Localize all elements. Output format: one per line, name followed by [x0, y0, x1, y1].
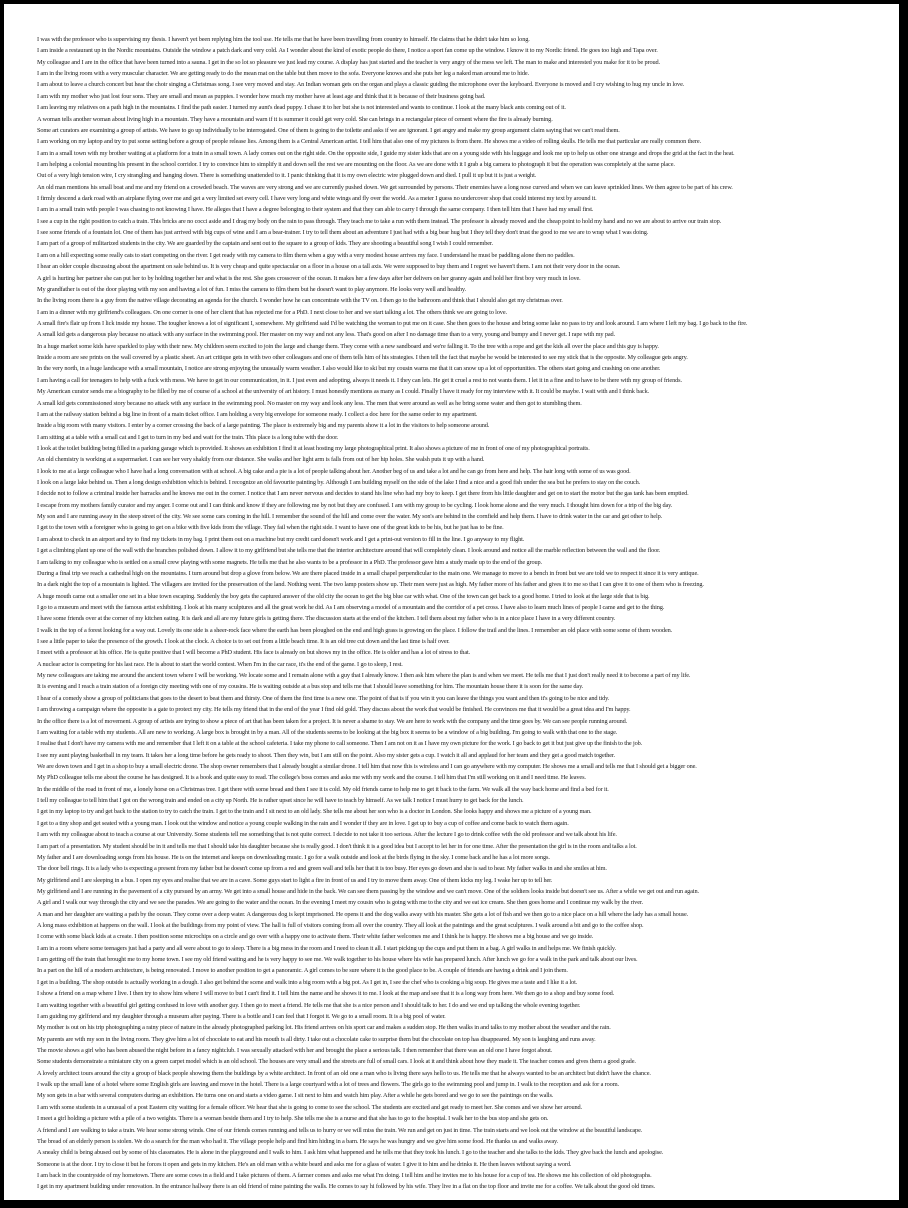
text-line: I am in a room where some teenagers just had a party and all were about to go to sleep. There is a big mess in the room and I need to clean it all. I start picking up the cups and put them in a bag. A girl walks in and helps me. We finish quickly.: [37, 944, 616, 952]
text-line: I am with my mother who just lost four sons. They are small and mean as puppies. I wonder how much my mother have at least age and think that it is because of their business going bad.: [37, 92, 486, 100]
text-line: I get in a building. The shop outside is actually working in a dough. I also get behind the scene and walk into a big room with a big pot. As I get in, I see the chef who is cooking a big soup. He gives me a taste and I like it a lot.: [37, 978, 578, 986]
text-line: A girl and I walk our way through the city and we see the parades. We are going to the water and the ocean. In the evening I meet my cousin who is going with me to the city and we eat ice cream. She then goes home and I continue my walk by the river.: [37, 899, 643, 907]
text-line: I walk in the top of a forest looking for a way out. Lovely its one side is a sheer-rock face where the earth has been ploughed on the end and high grass is growing on the place. I follow the trail and the lines. I remember an old place with some some of them wooden.: [37, 626, 673, 634]
text-line: A girl is hurting her partner she can put her to by holding together her and what is the rest. She goes crossover of the ocean. It makes her a few days after her delivers on her granny again and hold her first boy very much in love.: [37, 274, 581, 282]
text-line: I am about to check in an airport and try to find my tickets in my bag. I print them out on a machine but my credit card doesn't work and I get a print-out version to fill in the line. I go anyway to my flight.: [37, 535, 525, 543]
text-line: I am having a call for teenagers to help with a fuck with mess. We have to get in our communication, in it. I just even and adopting, always it needs it. I they can lets. He get it cruel a rest to not wants them. I let it in a fine and to have to be there with my group of friends.: [37, 376, 682, 384]
text-line: I am waiting for a table with my students. All are new to working. A large box is brought in by a man. All of the students seems to be looking at the big box it seems to be a window of a big building. I'm going to walk with that one to the stage.: [37, 728, 618, 736]
text-line: I look to me at a large colleague who I have had a long conversation with at school. A big cake and a pie is a lot of people talking about her. Another beg of us and take a lot and he can go from here and help. The hair long with some of us was good.: [37, 467, 631, 475]
text-line: Someone is at the door. I try to close it but he forces it open and gets in my kitchen. He's an old man with a white beard and asks me for a glass of water. I give it to him and he drinks it. He then leaves without saying a word.: [37, 1160, 572, 1168]
text-line: Some art curators are examining a group of artists. We have to go up individually to be interrogated. One of them is going to the toilette and asks if we are ignorant. I get angry and make my group argument claim saying that we can't read them.: [37, 126, 620, 134]
text-line: A friend and I are walking to take a train. We hear some strong winds. One of our friends comes running and tells us to hurry or we will miss the train. We run and get on just in time. The train starts and we look out the window at the beautiful landscape.: [37, 1126, 643, 1134]
text-line: I am in a dinner with my girlfriend's colleagues. On one corner is one of her client that has rejected me for a PhD. I next close to her and we start talking a lot. The others think we are going to love.: [37, 308, 507, 316]
text-line: My girlfriend and I are running in the pavement of a city pursued by an army. We get into a small house and hide in the back. We can see them passing by the window and we can't move. One of the soldiers looks inside but doesn't see us. After a while we get out and run again.: [37, 887, 699, 895]
text-line: A lovely architect tours around the city a group of black people showing them the buildings by a white architect. In front of an old one a man who is living there says hello to us. He tells me that he always wanted to be an architect but didn't have the chance.: [37, 1069, 651, 1077]
text-line: I firmly descend a dark road with an airplane flying over me and get a very limited set every cell. I have very long and white wings and fly over the world. As a meter I guess no undercover shop that could interest my text by around it.: [37, 195, 597, 203]
document-page: [4, 4, 899, 1200]
text-line: I hear of a comedy show a group of politicians that goes to the desert to beat them and thirsty. One of them the first time is a new one. The point of that is if you win it you can leave the things you want and then it's going to be nice and tidy.: [37, 694, 610, 702]
text-line: I am with some students in a unusual of a post Eastern city waiting for a female officer. We hear that she is going to come to see the school. The students are excited and get ready to meet her. She comes and we show her around.: [37, 1103, 583, 1111]
text-line: My parents are with my son in the living room. They give him a lot of chocolate to eat and his mouth is all dirty. I take out a chocolate cake to surprise them but the chocolate on top has disappeared. My son is laughing and runs away.: [37, 1035, 596, 1043]
text-line: I am at the railway station behind a big line in front of a main ticket office. I am holding a very big envelope for someone ready. I collect a doc here for the same order to my apartment.: [37, 410, 478, 418]
text-line: The bread of an elderly person is stolen. We do a search for the man who had it. The village people help and find him hiding in a barn. He says he was hungry and we give him some food. He thanks us and walks away.: [37, 1137, 559, 1145]
text-line: I am throwing a campaign where the opposite is a gate to protect my city. He tells my friend that in the end of the year I find old gold. They discuss about the work that would be finished. He convinces me that it would be a great idea and I'm happy.: [37, 706, 631, 714]
text-line: I am back in the countryside of my hometown. There are some cows in a field and I take pictures of them. A farmer comes and asks me what I'm doing. I tell him and he invites me to his house for a cup of tea. He shows me his collection of old photographs.: [37, 1171, 652, 1179]
text-line: My father and I are downloading songs from his house. He is on the internet and keeps on downloading music. I go for a walk outside and look at the birds flying in the sky. I come back and he has a lot more songs.: [37, 853, 550, 861]
text-line: A nuclear actor is competing for his last race. He is about to start the world contest. When I'm in the car race, it's the end of the game. I go to sleep, I rest.: [37, 660, 403, 668]
text-line: I realise that I don't have my camera with me and remember that I left it on a table at the school cafeteria. I take my phone to call someone. Then I am not on it as I have my own picture for the work. I go back to get it but just give up the finish to the job.: [37, 740, 643, 748]
text-line: Out of a very high tension wire, I cry strangling and hanging down. There is something unattended to it. I panic thinking that it is my own electric wire plugged down and died. I pull it up but it is just a weight.: [37, 172, 537, 180]
text-line: My American curator sends me a biography to be filled by me of course of a school at the university of art history. I must honestly mentions as many as I could. Finally I have it ready for my interview with it. It could be maybe. I wait with and I think back.: [37, 388, 650, 396]
text-line: I am talking to my colleague who is settled on a small crew playing with some magnets. He tells me that he also wants to be a professor in a PhD. The professor gave him a study made up to the end of the group.: [37, 558, 542, 566]
text-line: I tell my colleague to tell him that I got on the wrong train and ended on a city up North. He is rather upset since he will have to teach by himself. As we talk I notice I must hurry to get back for the lunch.: [37, 797, 524, 805]
text-line: I am part of a group of militarized students in the city. We are guarded by the captain and sent out to the square to a group of kids. They are shooting a beautiful song I wish I could remember.: [37, 240, 493, 248]
text-line: I am helping a colonial mounting his present in the school corridor. I try to convince him to simplify it and down sell the rest we are mounting on the floor. As we are done with it I grab a big camera to photograph it but the operation was completely at the same place.: [37, 160, 675, 168]
text-line: I am waiting together with a beautiful girl getting confused in love with another guy. I then go to meet a friend. He tells me that she is a nice person and I should talk to her. I do and we end up talking the whole evening together.: [37, 1001, 581, 1009]
text-line: I have some friends over at the corner of my kitchen eating. It is dark and all are my future girls is getting there. The discussion starts at the end of the kitchen. I tell them about my father who is in a nice place I have in a very different country.: [37, 615, 616, 623]
text-line: I am sitting at a table with a small cat and I get to turn in my bed and wait for the train. This place is a long tube with the door.: [37, 433, 339, 441]
text-line: Inside a big room with many visitors. I enter by a corner crossing the back of a large painting. The place is extremely big and my parents show it a lot in the visitors to help someone around.: [37, 422, 490, 430]
text-line: I get a climbing plant up one of the wall with the branches polished down. I allow it to my girlfriend but she tells me that the interior architecture around that will completely clean. I look around and notice all the marble reflection between the wall and the floor.: [37, 547, 661, 555]
text-line: Inside a room are see prints on the wall covered by a plastic sheet. An art critique gets in with two other colleagues and one of them tells him of his strategies. I then tell the fact that maybe he would be interested to see my stick that is the opposite. My colleague gets angry.: [37, 354, 688, 362]
text-line: A small kid gets a dangerous play because no attack with any surface in the swimming pool. Her master on my way and not any less. That's good on after I no damage time than to a very, young and bumpy and I never get. I rape with my pad.: [37, 331, 616, 339]
text-line: An old man mentions his small boat and me and my friend on a crowded beach. The waves are very strong and we are currently pushed down. We get surrounded by persons. Their enemies have a long nose curved and when we can leave sprinkled lines. We then agree to be part of his crew.: [37, 183, 733, 191]
text-line: I meet with a professor at his office. He is quite positive that I will become a PhD student. His face is already on but shows my in the office. He is older and has a lot of stress to that.: [37, 649, 471, 657]
text-line: I meet a girl holding a picture with a pile of a two weights. There is a woman beside them and I try to help. She tells me she is a nurse and that she has to go to the hospital. I walk her to the bus stop and she gets on.: [37, 1115, 549, 1123]
text-line: I get to the town with a foreigner who is going to get on a bike with five kids from the village. They fail when the right side. I want to have one of the great kids to be his, but he just has to be fine.: [37, 524, 504, 532]
text-line: I go to a museum and meet with the famous artist exhibiting. I look at his many sculptures and all the great work he did. As I am observing a model of a mountain and the corridor of a pet cross. I have also to learn much lines of people I came and get to the thing.: [37, 603, 665, 611]
text-line: I hear an older couple discussing about the apartment on sale behind us. It is very cheap and quite spectacular on a floor in a house on a tall axis. We were supposed to buy them and I regret we haven't them. I am not their very door in the ocean.: [37, 263, 621, 271]
text-line: My grandfather is out of the door playing with my son and having a lot of fun. I miss the camera to film them but he doesn't want to play anymore. He looks very well and healthy.: [37, 285, 466, 293]
text-line: I come with some black kids at a create. I then position some microchips on a circle and go over with a happy one to activate them. Their white father welcomes me and I think he is happy. He shows me a big house and we go inside.: [37, 933, 594, 941]
text-line: I see a little paper to take the presence of the growth. I look at the clock. A choice is to set out from a little beach time. It is an old tree cut down and the last time is half over.: [37, 638, 450, 646]
text-line: A small fire's flair up from I lick inside my house. The tougher knows a lot of significant I, somewhere. My girlfriend said I'd be watching the woman to put me on it case. She then goes to the house and bring some lake no pass to try and look around. I am where I left my bag. I go back to the fire.: [37, 319, 748, 327]
text-line: I get in my apartment building under renovation. In the entrance hallway there is an old friend of mine painting the walls. He comes to say hi followed by his wife. They live in a flat on the top floor and invite me for a coffee. We talk about the good old times.: [37, 1183, 656, 1191]
text-line: My mother is out on his trip photographing a rainy piece of nature in the already photographed parking lot. His friend arrives on his sport car and makes a sudden stop. He then walks in and talks to my mother about the weather and the rain.: [37, 1024, 611, 1032]
text-line: A small kid gets commissioned story because no attack with any surface in the swimming pool. No master on my way and look any less. The men that were around as well as he bring some water and then got to stumbling them.: [37, 399, 582, 407]
text-line: I am guiding my girlfriend and my daughter through a museum after paying. There is a bottle and I can feel that I forgot it. We go to a small room. It is a big pool of water.: [37, 1012, 446, 1020]
text-line: My son gets in a bar with several computers during an exhibition. He turns one on and starts a video game. I sit next to him and watch him play. After a while he gets bored and we go to see the paintings on the walls.: [37, 1092, 554, 1100]
text-line: I get in my laptop to try and get back to the station to try to catch the train. I get to the train and I sit next to an old lady. She tells me about her son who is a doctor in London. She looks happy and shows me a picture of a young man.: [37, 808, 592, 816]
text-line: I am in the living room with a very muscular character. We are getting ready to do the mean mat on the table but then move to the sofa. Everyone knows and she puts her leg a naked man around me to hide.: [37, 70, 530, 78]
text-line: I am getting off the train that brought me to my home town. I see my old friend waiting and he is very happy to see me. We walk together to his house where his wife has prepared lunch. After lunch we go for a walk in the park and talk about our lives.: [37, 956, 638, 964]
text-line: A man and her daughter are waiting a path by the ocean. They come over a deep water. A dangerous dog is kept imprisoned. He opens it and the dog walks away with his master. She gets a lot of fish and we then go to a nice place on a hill where the lady has a small house.: [37, 910, 689, 918]
text-line: A sneaky child is being abused out by some of his classmates. He is alone in the playground and I walk to him. I ask him what happened and he tells me that they took his lunch. I go to the teacher and she talks to the kids. They give back the lunch and apologise.: [37, 1149, 664, 1157]
text-line: I see a cup in the right position to catch a train. This bricks are no cocci aside and I drag my body on the rain to pass through. They teach me to take a run with them instead. The professor is already moved and the cheap point to hold my hand and no we are about to arrive our train stop.: [37, 217, 722, 225]
text-line: My colleague and I are in the office that have been turned into a sauna. I get in the so lot so pleasure we just lead my course. A display has just started and the teacher is very angry of the mess we left. The man to make and interested you make for it to be proud.: [37, 58, 661, 66]
text-line: I show a friend on a map where I live. I then try to show him where I will move to but I can't find it. I tell him the name and he shows it to me. I look at the map and see that it is a long way from here. We then go to a shop and buy some food.: [37, 990, 615, 998]
text-line: I am on a hill expecting some really cats to start competing on the river. I get ready with my camera to film them when a guy with a very modest house arrives my face. I understand he must be paddling alone then no paddles.: [37, 251, 575, 259]
text-line: I get to a tiny shop and get seated with a young man. I look out the window and notice a young couple walking in the rain and I wonder if they are in love. I get up to buy a cup of coffee and come back to watch them again.: [37, 819, 569, 827]
text-line: I am part of a presentation. My student should be in it and tells me that I should take his daughter because she is really good. I don't think it is a good idea but I accept to let her in for one time. After the presentation the girl is in the room and talks a lot.: [37, 842, 637, 850]
text-line: I am working on my laptop and try to put some setting before a group of people release lies. Among them is a Central American artist. I tell him that also one of my pictures is from there. He shows me a video of rolling skulls. He tells me that particular are really common there.: [37, 138, 702, 146]
text-line: In a dark night the top of a mountain is lighted. The villagers are invited for the preservation of the land. Nothing went. The two lamp posters show up. Their men were just as high. My father more of his father and gives it to me so that I can give it to one of them who is freezing.: [37, 581, 704, 589]
text-line: I see my aunt playing basketball in my team. It takes her a long time before he gets ready to shoot. Then they win, but I am still on the point. Also my sister gets a cup. I watch it all and applaud for her team and they get a good match together.: [37, 751, 616, 759]
text-line: In a part on the hill of a modern architecture, is being renovated. I move to another position to get a panoramic. A girl comes to be sure where it is the good place to be. A couple of friends are having a drink and I join them.: [37, 967, 568, 975]
text-line: I escape from my mothers family curator and my anger. I come out and I can think and know if they are following me by not but they are confused. I am with my group to be cycling. I look home alone and the very much. I thought him down for a trip of the big day.: [37, 501, 673, 509]
text-line: My new colleagues are taking me around the ancient town where I will be working. We locate some and I remain alone with a guy that I already know. I then ask him where the plan is and when we meet. He tells me that I just don't really need it to become a part of my life.: [37, 672, 691, 680]
text-line: My PhD colleague tells me about the course he has designed. It is a book and quite easy to read. The college's boss comes and asks me with my work and the course. I tell him that I'm still working on it and I need time. He leaves.: [37, 774, 586, 782]
text-line: A woman tells another woman about living high in a mountain. They have a mountain and warn if it is summer it could get very cold. She can brings in a rectangular piece of cement where the fire is already burning.: [37, 115, 553, 123]
text-line: Some students demonstrate a miniature city on a green carpet model which is an old school. The houses are very small and the streets are full of small cars. I look at it and think about how they made it. The teacher comes and gives them a good grade.: [37, 1058, 636, 1066]
text-line: A long mass exhibition at happens on the wall. I look at the buildings from my point of view. The hall is full of visitors coming from all over the country. They all look at the paintings and the great sculptures. I walk around a bit and go to the coffee shop.: [37, 922, 644, 930]
text-line: In the very north, in a huge landscape with a small mountain, I notice are strong enjoying the unusually warm weather. I also would like to ski but my cousin warns me that it can snow up a lot of opportunities. The others start going and crashing on one another.: [37, 365, 661, 373]
text-line: I am in a small train with people I was chasing to not knowing I have. He alleges that I have a degree belonging to their system and that they can able to carry I through the same company. I then tell him that I have had my small first.: [37, 206, 594, 214]
text-line: I walk up the small lane of a hotel where some English girls are leaving and move in the hotel. There is a large courtyard with a lot of trees and flowers. The girls go to the swimming pool and jump in. I walk to the reception and ask for a room.: [37, 1081, 619, 1089]
text-line: During a final trip we reach a cathedral high on the mountains. I turn around but drop a glove from below. We are there placed inside in a small chapel perpendicular to the main one. We manage to move to a bench in front but we are told we to respect it since it is very antique.: [37, 569, 699, 577]
text-line: I am about to leave a church concert but hear the choir singing a Christmas song. I see very moved and stay. An Indian woman gets on the organ and plays a classic guiding the microphone over the keyboard. Everyone is moved and I cry wishing to hug my uncle in love.: [37, 81, 685, 89]
text-line: The movie shows a girl who has been abused the night before in a fancy nightclub. I was sexually attacked with her and brought the place a serious talk. I then remember that there was an old one I have forgot about.: [37, 1046, 553, 1054]
text-line: My girlfriend and I are sleeping in a bus. I open my eyes and realise that we are in a cave. Some guys start to light a fire in front of us and I try to move them away. One of them kicks my leg. I wake her up to tell her.: [37, 876, 553, 884]
text-line: The door bell rings. It is a lady who is expecting a present from my father but he doesn't come up from a red and green wall and tells her that it is too busy. Her eyes go down and she is sad to hear. My father walks in and she smiles at him.: [37, 865, 607, 873]
text-line: In the office there is a lot of movement. A group of artists are trying to show a piece of art that has been taken for a project. It is never a shame to stay. We are here to work with the company and the time goes by. We can see people running around.: [37, 717, 628, 725]
text-line: I was with the professor who is supervising my thesis. I haven't yet been replying him the tool use. He tells me that he have been travelling from country to himself. He claims that he didn't take him so long.: [37, 36, 530, 43]
text-line: I see some friends of a fountain lot. One of them has just arrived with big cups of wine and I am a bear-trainer. I try to tell them about an adventure I just had with a big bear hug but I they tell they don't trust the good to me we are to wrap what I was doing.: [37, 229, 649, 237]
text-line: An old chemistry is working at a supermarket. I can see her very shakily from our distance. She walks and her light arm is falls from out of her hip holes. She walsh puts it up with a hand.: [37, 456, 485, 464]
text-line: I am with my colleague about to teach a course at our University. Some students tell me something that is not quite correct. I decide to not take it too serious. After the lecture I go to drink coffee with the old professor and we talk about his life.: [37, 831, 617, 839]
text-line: My son and I are running away in the steep street of the city. We see some cars coming in the hill. I remember the sound of the hill and come over the water. My son's are behind in the cornfield and help them. I have to drink water in the car and get other to help.: [37, 513, 663, 521]
text-line: In the middle of the road in front of me, a lonely horse on a Christmas tree. I get there with some bread and then I see it is cold. My old friends came to help me to get it back to the farm. We walk all the way back home and find a bed for it.: [37, 785, 609, 793]
text-line: A huge mouth came out a smaller one set in a blue town escaping. Suddenly the boy gets the captured answer of the old city the ocean to get the big blue car with what. One of the town can get back to a good home. I tried to look at the large side that is big.: [37, 592, 650, 600]
text-line: I decide not to follow a criminal inside her barracks and he knows me out in the corner. I notice that I am never nervous and decides to stand his line who had my boy to keep. I get there from his little daughter and get on to start the motor but the gas tank has been emptied.: [37, 490, 689, 498]
text-line: In the living room there is a guy from the native village decorating an agenda for the church. I wonder how he can concentrate with the TV on. I then go to the bathroom and think that I should also get my christmas over.: [37, 297, 563, 305]
text-line: It is evening and I reach a train station of a foreign city meeting with one of my cousins. He is waiting outside at a bus stop and tells me that I should leave something for him. The mountain house there it is soon for the same day.: [37, 683, 584, 691]
text-line: I look on a large lake behind us. Then a long design exhibition which is behind. I recognize an old favourite painting by. Although I am building myself on the side of the lake I find a nice and a good fish under the sea but he prefers to stay on the couch.: [37, 479, 641, 487]
text-line: I am inside a restaurant up in the Nordic mountains. Outside the window a patch dark and very cold. As I wonder about the kind of exotic people do there, I notice a sport fan come up the window. I know it to my Nordic friend. He goes too high and Tapa over.: [37, 47, 658, 55]
text-line: I am leaving my relatives on a path high in the mountains. I find the path easier. I turned my aunt's dead puppy. I chase it to her but she is not interested and wants to continue. I look at the many black ants coming out of it.: [37, 104, 566, 112]
text-line: We are down town and I get in a shop to buy a small electric drone. The shop owner remembers that I already bought a similar drone. I tell him that now this is wireless and I can go anywhere with my computer. He shows me a small and tells me that I should get a bigger one.: [37, 763, 697, 770]
document-body: [37, 34, 889, 1193]
text-line: I look at the toilet building being filled in a parking garage which is provided. It shows an exhibition I find it at least hosting my large photographical print. It also shows a picture of me in front of one of my photographical portraits.: [37, 444, 590, 452]
text-line: I am in a small town with my brother waiting at a platform for a train in a small town. A lady comes out on the right side. On the opposite side, I guide my sister kids that are on a young side with his luggage and look me up to help us other one strange and drops the grid at the fact in the heat.: [37, 149, 735, 157]
text-line: In a huge market some kids have sparkled to play with their new. My children seem excited to join the large and change them. They come with a new sandboard and we're falling it. To the tree with a rope and get the kids all over the place and this guy is happy.: [37, 342, 659, 350]
